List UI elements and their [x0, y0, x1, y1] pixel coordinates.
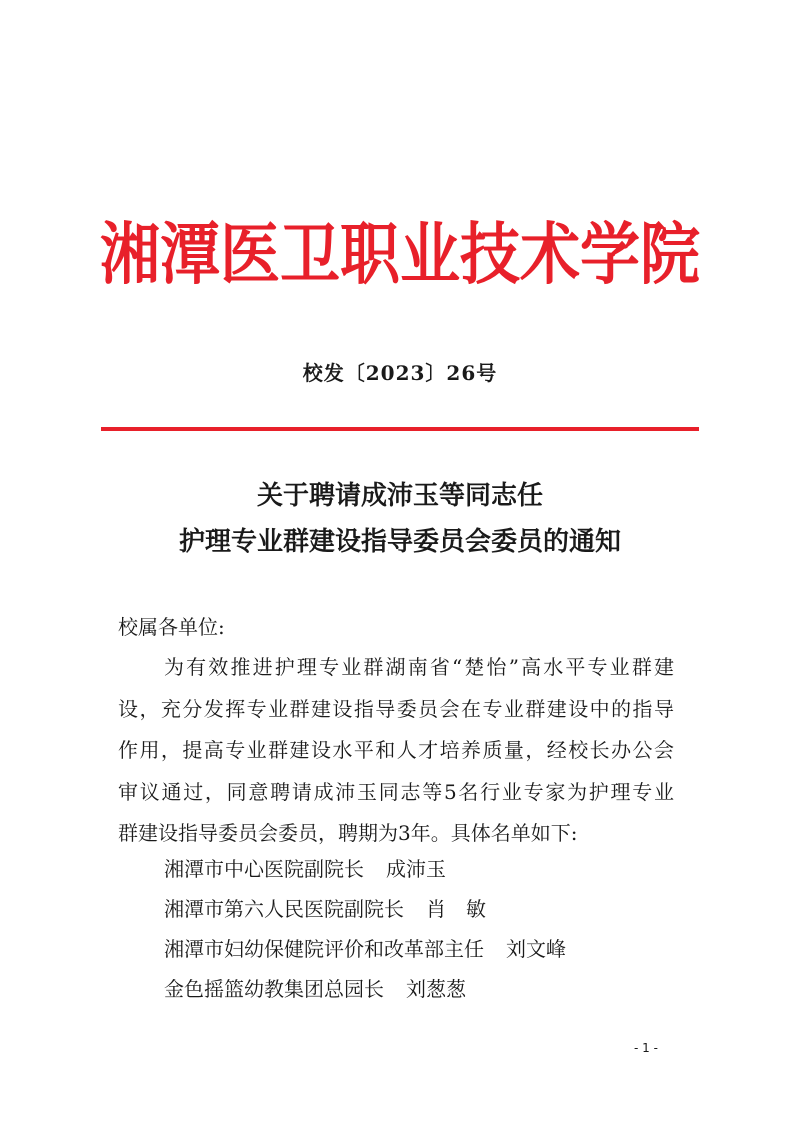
body-paragraph-line: 作用，提高专业群建设水平和人才培养质量，经校长办公会: [118, 738, 674, 762]
member-name: 刘文峰: [506, 937, 566, 961]
page-number: - 1 -: [634, 1041, 658, 1055]
member-title: 金色摇篮幼教集团总园长: [164, 977, 384, 1001]
body-paragraph-line: 为有效推进护理专业群湖南省“楚怡”高水平专业群建: [164, 655, 674, 679]
member-list-item: [164, 969, 466, 1009]
body-paragraph-line: 群建设指导委员会委员，聘期为3年。具体名单如下:: [118, 821, 578, 845]
body-paragraph-line: 审议通过，同意聘请成沛玉同志等5名行业专家为护理专业: [118, 780, 674, 804]
member-title: 湘潭市妇幼保健院评价和改革部主任: [164, 937, 484, 961]
member-title: 湘潭市中心医院副院长: [164, 857, 364, 881]
member-name: 刘葱葱: [406, 977, 466, 1001]
member-title: 湘潭市第六人民医院副院长: [164, 897, 404, 921]
notice-title-line-2: 护理专业群建设指导委员会委员的通知: [178, 527, 621, 557]
member-name: 成沛玉: [386, 857, 446, 881]
member-list-item: [164, 929, 566, 969]
salutation: 校属各单位:: [118, 615, 225, 639]
notice-title-line-1: 关于聘请成沛玉等同志任: [256, 481, 543, 511]
red-divider-rule: [101, 427, 699, 431]
institution-masthead: 湘潭医卫职业技术学院: [100, 215, 700, 295]
member-list-item: [164, 889, 486, 929]
member-list-item: [164, 849, 446, 889]
document-number: 校发〔2023〕26号: [302, 361, 498, 385]
member-name: 肖 敏: [426, 897, 486, 921]
body-paragraph-line: 设，充分发挥专业群建设指导委员会在专业群建设中的指导: [118, 697, 674, 721]
